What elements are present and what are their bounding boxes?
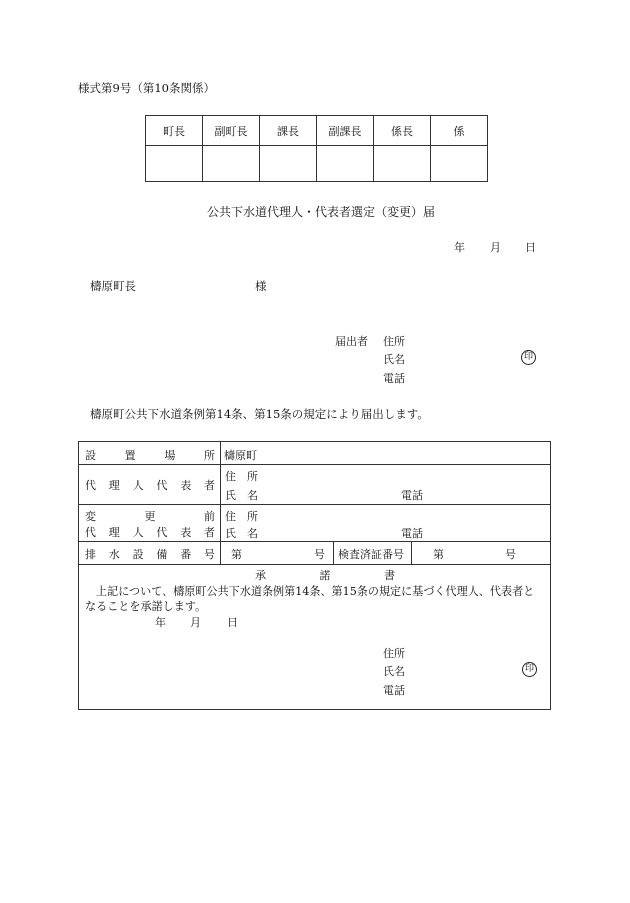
- before-change-label-line1: 変 更 前: [85, 510, 215, 523]
- before-change-address-label: 住 所: [225, 510, 258, 523]
- applicant-address-label: 住所: [383, 335, 405, 348]
- applicant-name-label: 氏名: [383, 353, 405, 366]
- applicant-label: 届出者: [335, 335, 368, 348]
- inspection-certificate-label: 検査済証番号: [338, 548, 404, 561]
- approval-stamp-box[interactable]: [374, 146, 431, 182]
- before-change-phone-label: 電話: [401, 527, 423, 540]
- statement-text: 檮原町公共下水道条例第14条、第15条の規定により届出します。: [90, 407, 429, 421]
- consent-phone-label: 電話: [383, 684, 405, 697]
- consent-seal-icon: 印: [522, 662, 537, 677]
- date-year: 年: [454, 241, 465, 254]
- consent-address-label: 住所: [383, 647, 405, 660]
- consent-name-label: 氏名: [383, 665, 405, 678]
- location-label: 設 置 場 所: [85, 449, 215, 462]
- before-change-label-line2: 代 理 人 代 表 者: [85, 526, 215, 539]
- consent-date-day: 日: [227, 616, 238, 629]
- approval-stamp-box[interactable]: [260, 146, 317, 182]
- approval-stamp-box[interactable]: [203, 146, 260, 182]
- addressee-name: 檮原町長: [90, 279, 136, 293]
- location-value[interactable]: 檮原町: [224, 449, 257, 462]
- inspection-number-prefix: 第: [433, 548, 444, 561]
- approval-stamp-box[interactable]: [317, 146, 374, 182]
- approval-header-kakaricho: 係長: [374, 116, 431, 146]
- agent-label: 代 理 人 代 表 者: [85, 479, 215, 492]
- document-title: 公共下水道代理人・代表者選定（変更）届: [207, 205, 436, 219]
- approval-header-fukucho: 副町長: [203, 116, 260, 146]
- drainage-number-prefix: 第: [231, 548, 242, 561]
- agent-name-label: 氏 名: [225, 489, 258, 502]
- inspection-number-suffix: 号: [505, 548, 516, 561]
- approval-stamp-table: [145, 115, 488, 182]
- form-number: 様式第9号（第10条関係）: [78, 81, 215, 95]
- addressee-honorific: 様: [255, 279, 267, 293]
- before-change-name-label: 氏 名: [225, 527, 258, 540]
- applicant-phone-label: 電話: [383, 372, 405, 385]
- consent-text-line1: 上記について、檮原町公共下水道条例第14条、第15条の規定に基づく代理人、代表者と: [96, 585, 535, 598]
- approval-header-kacho: 課長: [260, 116, 317, 146]
- form-table: [78, 441, 551, 710]
- applicant-seal-icon: 印: [521, 350, 536, 365]
- drainage-number-suffix: 号: [314, 548, 325, 561]
- consent-title: 承 諾 書: [255, 569, 395, 582]
- approval-stamp-box[interactable]: [146, 146, 203, 182]
- drainage-number-label: 排 水 設 備 番 号: [85, 548, 215, 561]
- consent-text-line2: なることを承諾します。: [85, 600, 207, 613]
- approval-header-cho: 町長: [146, 116, 203, 146]
- consent-date-month: 月: [190, 616, 201, 629]
- agent-phone-label: 電話: [401, 489, 423, 502]
- approval-stamp-box[interactable]: [431, 146, 488, 182]
- date-day: 日: [525, 241, 536, 254]
- agent-address-label: 住 所: [225, 470, 258, 483]
- date-month: 月: [490, 241, 501, 254]
- approval-header-kakari: 係: [431, 116, 488, 146]
- consent-date-year: 年: [155, 616, 166, 629]
- approval-header-fukukacho: 副課長: [317, 116, 374, 146]
